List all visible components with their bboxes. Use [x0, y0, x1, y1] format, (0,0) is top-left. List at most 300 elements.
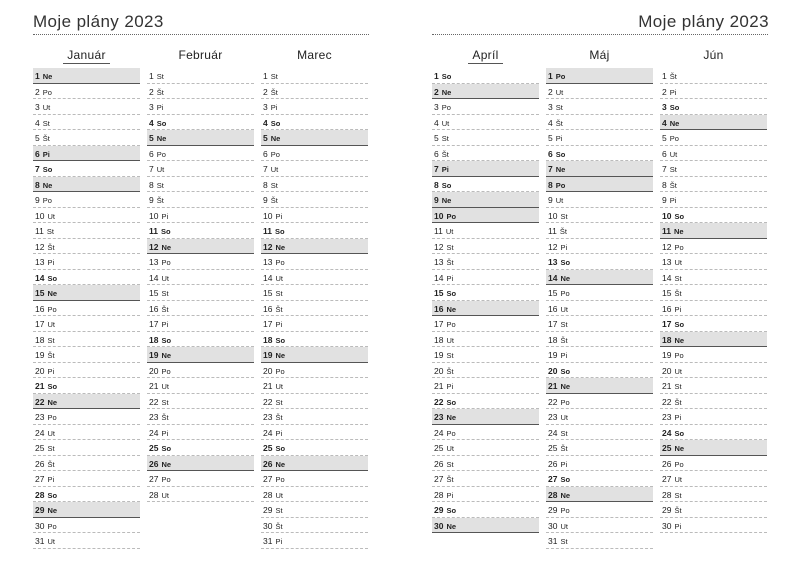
day-number: 31: [35, 536, 45, 546]
day-row: [660, 456, 767, 472]
weekday-abbr: Št: [275, 304, 283, 314]
day-row: [432, 239, 539, 255]
day-row: [546, 533, 653, 549]
day-number: 15: [548, 288, 558, 298]
day-row: [432, 130, 539, 146]
day-row: [261, 502, 368, 518]
weekday-abbr: Ne: [446, 413, 457, 422]
day-number: 8: [35, 179, 40, 190]
weekday-abbr: Št: [42, 134, 50, 143]
day-number: 12: [548, 241, 558, 252]
weekday-abbr: Po: [156, 149, 166, 159]
day-row: [261, 301, 368, 317]
day-row: [660, 301, 767, 317]
day-number: 17: [662, 319, 672, 329]
weekday-abbr: Ne: [161, 351, 172, 360]
weekday-abbr: Ut: [555, 196, 564, 205]
day-number: 23: [263, 412, 273, 422]
day-row: [432, 409, 539, 425]
day-row: [33, 301, 140, 317]
weekday-abbr: So: [275, 227, 285, 236]
weekday-abbr: Št: [674, 506, 682, 515]
day-number: 14: [548, 272, 558, 283]
weekday-abbr: So: [156, 118, 167, 128]
weekday-abbr: Ut: [446, 335, 454, 345]
day-number: 21: [149, 381, 159, 391]
weekday-abbr: Št: [446, 475, 454, 484]
day-number: 7: [548, 164, 553, 174]
day-row: [660, 177, 767, 193]
day-row: [660, 223, 767, 239]
weekday-abbr: St: [275, 397, 283, 407]
day-row: [261, 130, 368, 146]
weekday-abbr: Po: [555, 72, 566, 81]
weekday-abbr: Št: [674, 289, 682, 298]
day-row: [147, 409, 254, 425]
day-row: [660, 285, 767, 301]
weekday-abbr: So: [560, 258, 571, 267]
weekday-abbr: Št: [275, 521, 283, 531]
day-row: [546, 440, 653, 456]
day-row: [432, 394, 539, 410]
weekday-abbr: Ne: [669, 118, 680, 128]
day-number: 17: [548, 319, 558, 329]
day-row: [33, 208, 140, 224]
day-row: [147, 487, 254, 503]
day-row: [33, 99, 140, 115]
day-row: [432, 363, 539, 379]
day-row: [432, 208, 539, 224]
day-row: [660, 487, 767, 503]
weekday-abbr: St: [560, 211, 568, 221]
weekday-abbr: Po: [560, 397, 570, 407]
day-number: 22: [35, 396, 45, 407]
day-number: 18: [263, 334, 273, 345]
weekday-abbr: Pi: [560, 351, 568, 360]
weekday-abbr: Po: [674, 459, 684, 469]
day-row: [261, 115, 368, 131]
day-row: [546, 254, 653, 270]
weekday-abbr: So: [275, 444, 286, 453]
day-number: 28: [434, 489, 444, 500]
day-number: 20: [662, 365, 672, 376]
day-row: [432, 425, 539, 441]
day-number: 27: [662, 474, 672, 484]
day-number: 28: [662, 489, 672, 500]
weekday-abbr: Pi: [674, 413, 682, 422]
weekday-abbr: Po: [275, 475, 285, 484]
day-number: 7: [662, 164, 667, 174]
day-row: [33, 347, 140, 363]
weekday-abbr: Ut: [161, 490, 169, 500]
day-row: [147, 161, 254, 177]
day-row: [147, 456, 254, 472]
weekday-abbr: St: [270, 72, 278, 81]
day-number: 16: [149, 303, 159, 314]
day-row: [33, 146, 140, 162]
day-row: [261, 316, 368, 332]
weekday-abbr: Št: [47, 351, 55, 360]
day-number: 22: [548, 396, 558, 407]
day-number: 20: [548, 365, 558, 376]
month-header: [660, 48, 767, 68]
day-row: [261, 347, 368, 363]
weekday-abbr: Pi: [275, 211, 283, 221]
day-number: 26: [149, 458, 159, 469]
day-row: [660, 332, 767, 348]
day-row: [261, 68, 368, 84]
weekday-abbr: Št: [270, 196, 278, 205]
weekday-abbr: Pi: [161, 428, 169, 438]
weekday-abbr: Št: [441, 149, 449, 159]
day-number: 24: [662, 427, 672, 438]
day-row: [432, 378, 539, 394]
month-name: Jún: [703, 48, 724, 62]
day-number: 25: [662, 443, 672, 453]
day-number: 28: [263, 489, 273, 500]
weekday-abbr: So: [560, 366, 571, 376]
day-number: 24: [263, 427, 273, 438]
weekday-abbr: Pi: [161, 320, 169, 329]
day-number: 12: [35, 241, 45, 252]
day-row: [546, 471, 653, 487]
weekday-abbr: Pi: [560, 242, 568, 252]
day-row: [660, 208, 767, 224]
day-number: 9: [434, 195, 439, 205]
day-number: 21: [263, 381, 273, 391]
day-number: 17: [434, 319, 444, 329]
weekday-abbr: So: [161, 335, 172, 345]
day-row: [147, 223, 254, 239]
weekday-abbr: Po: [446, 211, 457, 221]
day-row: [147, 99, 254, 115]
left-title-rule: [33, 34, 369, 35]
day-row: [261, 146, 368, 162]
day-number: 5: [434, 133, 439, 143]
day-number: 1: [149, 71, 154, 81]
weekday-abbr: Ne: [270, 134, 281, 143]
weekday-abbr: Ne: [42, 72, 53, 81]
day-number: 1: [434, 71, 439, 81]
day-number: 27: [548, 474, 558, 484]
day-number: 26: [263, 458, 273, 469]
day-number: 5: [263, 133, 268, 143]
day-number: 13: [35, 257, 45, 267]
day-row: [660, 409, 767, 425]
weekday-abbr: Po: [161, 258, 171, 267]
day-number: 1: [548, 71, 553, 81]
day-row: [261, 409, 368, 425]
day-number: 21: [548, 381, 558, 391]
day-number: 3: [149, 102, 154, 112]
day-row: [33, 270, 140, 286]
weekday-abbr: Po: [42, 87, 52, 97]
day-number: 5: [35, 133, 40, 143]
day-row: [660, 161, 767, 177]
weekday-abbr: Pi: [270, 103, 278, 112]
day-number: 16: [35, 303, 45, 314]
weekday-abbr: Po: [560, 289, 570, 298]
day-number: 3: [434, 102, 439, 112]
day-row: [33, 285, 140, 301]
weekday-abbr: So: [674, 211, 685, 221]
day-row: [147, 254, 254, 270]
right-page-title: Moje plány 2023: [638, 12, 769, 31]
weekday-abbr: St: [555, 103, 563, 112]
weekday-abbr: Ut: [161, 382, 169, 391]
day-number: 13: [434, 257, 444, 267]
weekday-abbr: Ne: [161, 242, 172, 252]
weekday-abbr: Ne: [275, 242, 286, 252]
month-header: [261, 48, 368, 68]
weekday-abbr: Pi: [156, 103, 164, 112]
day-row: [147, 378, 254, 394]
day-row: [147, 394, 254, 410]
weekday-abbr: Ut: [445, 227, 454, 236]
weekday-abbr: Št: [446, 258, 454, 267]
weekday-abbr: Ne: [161, 459, 172, 469]
day-row: [147, 239, 254, 255]
day-number: 19: [662, 350, 672, 360]
weekday-abbr: St: [270, 180, 278, 190]
weekday-abbr: Ne: [446, 521, 457, 531]
day-row: [261, 425, 368, 441]
day-row: [33, 409, 140, 425]
day-number: 9: [548, 195, 553, 205]
day-number: 15: [263, 288, 273, 298]
day-row: [546, 378, 653, 394]
month-column: [546, 48, 653, 549]
day-row: [432, 440, 539, 456]
weekday-abbr: So: [560, 475, 571, 484]
weekday-abbr: Pi: [446, 382, 454, 391]
day-number: 14: [35, 272, 45, 283]
day-number: 20: [35, 365, 45, 376]
weekday-abbr: Ne: [674, 444, 685, 453]
weekday-abbr: Ut: [669, 149, 678, 159]
day-number: 16: [548, 303, 558, 314]
day-row: [147, 68, 254, 84]
day-number: 19: [149, 350, 159, 360]
day-number: 31: [548, 536, 558, 546]
month-header: [432, 48, 539, 68]
day-number: 30: [434, 520, 444, 531]
day-number: 19: [35, 350, 45, 360]
day-number: 21: [662, 381, 672, 391]
day-number: 8: [434, 179, 439, 190]
weekday-abbr: Št: [669, 72, 677, 81]
weekday-abbr: St: [674, 490, 682, 500]
weekday-abbr: Po: [161, 475, 171, 484]
day-number: 22: [263, 396, 273, 407]
weekday-abbr: So: [47, 273, 58, 283]
weekday-abbr: Ne: [555, 165, 566, 174]
month-name: Marec: [297, 48, 332, 62]
day-row: [432, 223, 539, 239]
weekday-abbr: Ne: [47, 397, 58, 407]
day-row: [33, 378, 140, 394]
day-row: [660, 502, 767, 518]
day-row: [546, 99, 653, 115]
day-row: [33, 177, 140, 193]
day-row: [261, 270, 368, 286]
day-row: [432, 192, 539, 208]
weekday-abbr: So: [674, 428, 685, 438]
weekday-abbr: Ut: [560, 304, 568, 314]
day-number: 30: [548, 520, 558, 531]
day-row: [432, 270, 539, 286]
day-number: 26: [548, 458, 558, 469]
weekday-abbr: St: [46, 227, 54, 236]
weekday-abbr: Ne: [674, 227, 684, 236]
day-row: [546, 192, 653, 208]
weekday-abbr: St: [441, 134, 449, 143]
day-row: [33, 192, 140, 208]
day-number: 5: [548, 133, 553, 143]
weekday-abbr: So: [446, 397, 457, 407]
weekday-abbr: Št: [47, 459, 55, 469]
weekday-abbr: St: [446, 459, 454, 469]
day-number: 24: [548, 427, 558, 438]
weekday-abbr: Pi: [275, 537, 283, 546]
weekday-abbr: Ut: [674, 475, 682, 484]
day-row: [261, 440, 368, 456]
weekday-abbr: Št: [275, 413, 283, 422]
month-header: [147, 48, 254, 68]
weekday-abbr: Ne: [47, 506, 58, 515]
weekday-abbr: Ne: [441, 87, 452, 97]
day-row: [432, 115, 539, 131]
day-row: [660, 146, 767, 162]
day-number: 30: [35, 520, 45, 531]
day-row: [147, 115, 254, 131]
weekday-abbr: Ut: [560, 521, 568, 531]
day-number: 9: [35, 195, 40, 205]
day-number: 8: [263, 179, 268, 190]
day-number: 29: [35, 505, 45, 515]
day-number: 23: [434, 412, 444, 422]
day-row: [261, 378, 368, 394]
day-row: [147, 363, 254, 379]
day-row: [546, 84, 653, 100]
day-row: [33, 115, 140, 131]
weekday-abbr: Pi: [275, 320, 283, 329]
day-row: [432, 487, 539, 503]
day-number: 29: [263, 505, 273, 515]
day-row: [33, 316, 140, 332]
weekday-abbr: Po: [446, 428, 456, 438]
day-number: 5: [149, 133, 154, 143]
day-row: [546, 332, 653, 348]
day-row: [261, 208, 368, 224]
weekday-abbr: So: [161, 444, 172, 453]
day-row: [432, 99, 539, 115]
weekday-abbr: Št: [161, 304, 169, 314]
day-number: 6: [434, 148, 439, 159]
weekday-abbr: Ut: [42, 103, 51, 112]
day-number: 13: [149, 257, 159, 267]
day-row: [261, 471, 368, 487]
day-number: 11: [434, 226, 443, 236]
weekday-abbr: Ut: [674, 258, 682, 267]
weekday-abbr: St: [560, 428, 568, 438]
day-row: [432, 332, 539, 348]
day-row: [147, 208, 254, 224]
weekday-abbr: Po: [275, 258, 285, 267]
weekday-abbr: Ut: [275, 382, 283, 391]
day-number: 10: [434, 210, 444, 221]
day-number: 19: [263, 350, 273, 360]
day-number: 6: [548, 148, 553, 159]
day-number: 4: [548, 117, 553, 128]
day-row: [432, 502, 539, 518]
day-row: [33, 363, 140, 379]
day-row: [147, 84, 254, 100]
day-row: [33, 130, 140, 146]
day-number: 25: [149, 443, 159, 453]
weekday-abbr: Pi: [47, 258, 55, 267]
day-row: [147, 130, 254, 146]
day-number: 13: [263, 257, 273, 267]
day-number: 1: [263, 71, 268, 81]
day-row: [432, 161, 539, 177]
day-number: 23: [35, 412, 45, 422]
weekday-abbr: Po: [669, 134, 679, 143]
day-row: [33, 394, 140, 410]
weekday-abbr: So: [441, 72, 452, 81]
day-row: [546, 518, 653, 534]
month-column: [147, 48, 254, 502]
day-number: 27: [149, 474, 159, 484]
day-row: [432, 316, 539, 332]
day-number: 31: [263, 536, 273, 546]
day-number: 6: [149, 148, 154, 159]
weekday-abbr: Št: [555, 118, 563, 128]
day-row: [147, 347, 254, 363]
day-row: [660, 471, 767, 487]
day-row: [33, 533, 140, 549]
day-number: 1: [35, 71, 40, 81]
day-row: [33, 518, 140, 534]
day-row: [432, 301, 539, 317]
day-number: 4: [149, 117, 154, 128]
weekday-abbr: Ut: [441, 118, 450, 128]
day-number: 8: [149, 179, 154, 190]
weekday-abbr: Ne: [560, 273, 571, 283]
day-number: 19: [434, 350, 444, 360]
weekday-abbr: Pi: [669, 196, 677, 205]
weekday-abbr: St: [275, 506, 283, 515]
weekday-abbr: Po: [270, 149, 280, 159]
day-row: [660, 130, 767, 146]
weekday-abbr: So: [446, 289, 457, 298]
day-row: [261, 332, 368, 348]
day-row: [660, 239, 767, 255]
day-row: [33, 223, 140, 239]
day-row: [660, 192, 767, 208]
day-row: [147, 177, 254, 193]
day-number: 25: [35, 443, 45, 453]
day-number: 29: [662, 505, 672, 515]
day-row: [147, 425, 254, 441]
weekday-abbr: Ut: [47, 211, 55, 221]
weekday-abbr: So: [47, 382, 58, 391]
day-row: [33, 456, 140, 472]
day-row: [261, 285, 368, 301]
day-number: 2: [662, 86, 667, 97]
weekday-abbr: Pi: [47, 366, 55, 376]
day-number: 1: [662, 71, 667, 81]
